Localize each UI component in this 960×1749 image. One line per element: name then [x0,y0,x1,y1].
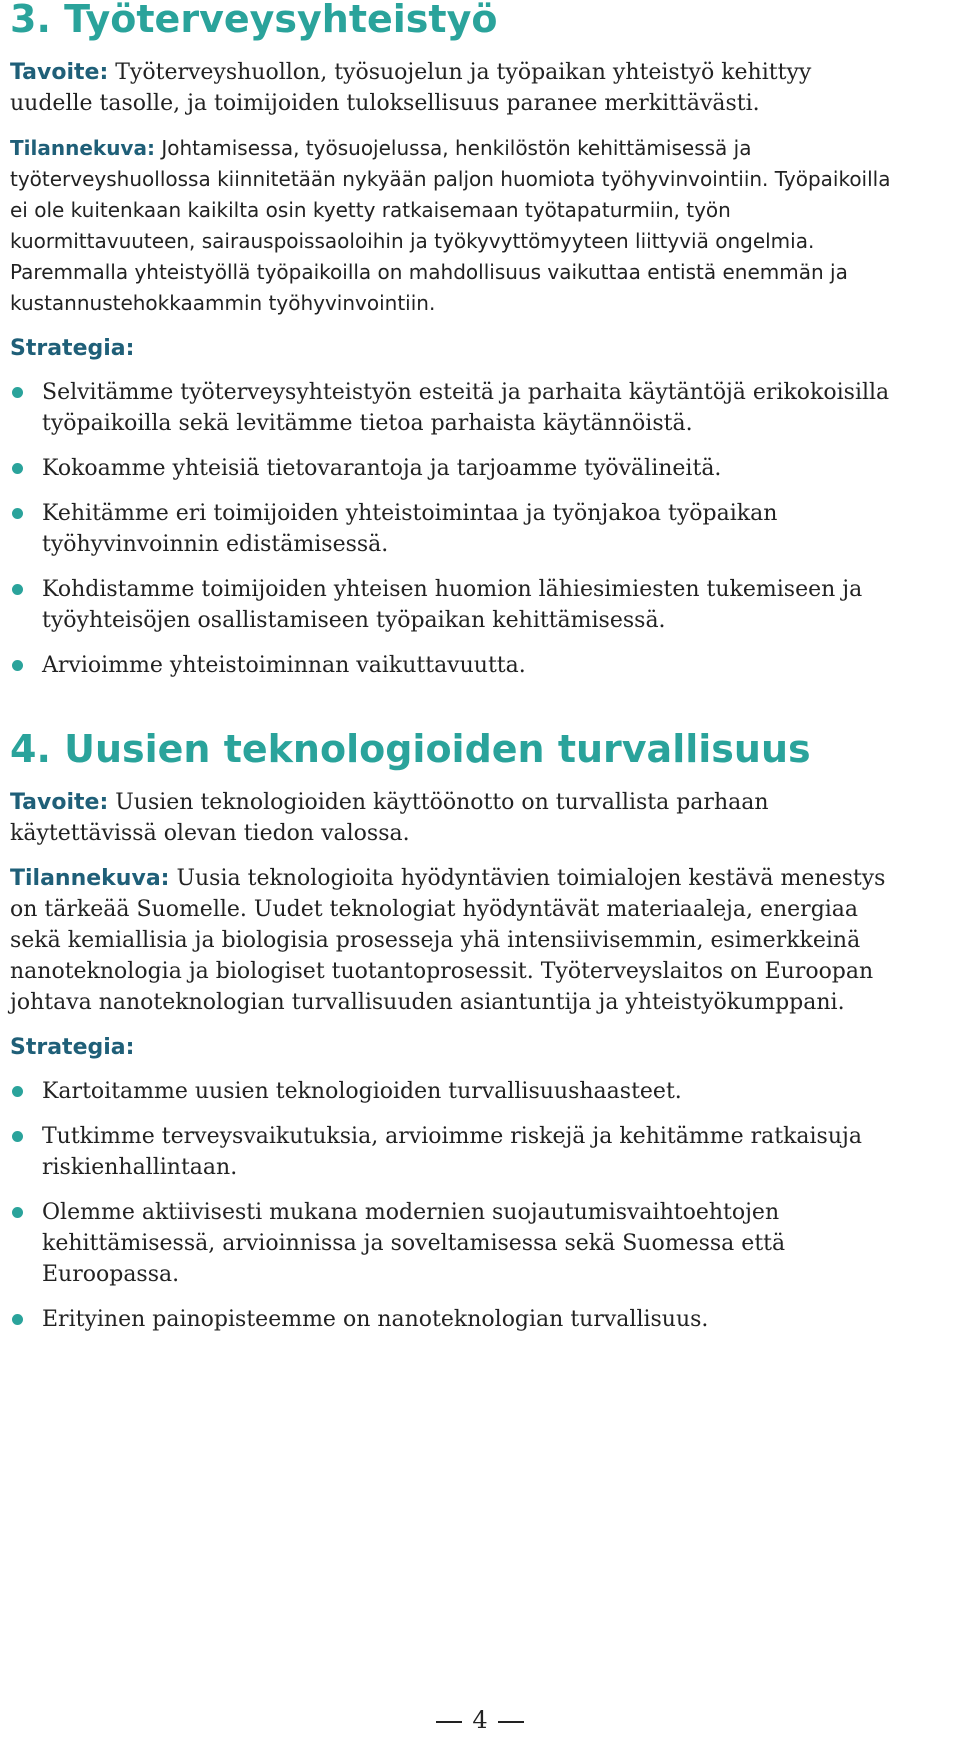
bullet-icon [12,463,23,474]
strategy-list [10,377,900,681]
section-tyoterveysyhteistyo [10,0,900,681]
situation-text: Johtamisessa, työsuojelussa, henkilöstön kehittämisessä ja työterveyshuollossa kiinnitetään nykyään paljon huomiota työhyvinvointiin. Työpaikoilla ei ole kuitenkaan kaikilta osin kyetty ratkaisemaan työtapaturmiin, työn kuormittavuuteen, sairauspoissaoloihin ja työkyvyttömyyteen liittyviä ongelmia. Paremmalla yhteistyöllä työpaikoilla on mahdollisuus vaikuttaa entistä enemmän ja kustannustehokkaammin työhyvinvointiin. [10,136,891,315]
strategy-item [10,1304,900,1335]
goal-text: Työterveyshuollon, työsuojelun ja työpaikan yhteistyö kehittyy uudelle tasolle, ja toimijoiden tuloksellisuus paranee merkittävästi. [10,60,812,116]
strategy-heading: Strategia: [10,336,135,361]
section-title: 3. Työterveysyhteistyö [10,0,498,41]
goal-label: Tavoite: [10,790,109,815]
goal-label: Tavoite: [10,60,109,85]
situation-text: Uusia teknologioita hyödyntävien toimialojen kestävä menestys on tärkeää Suomelle. Uudet teknologiat hyödyntävät materiaaleja, energiaa sekä kemiallisia ja biologisia prosesseja yhä intensiivisemmin, esimerkkeinä nanoteknologia ja biologiset tuotantoprosessit. Työterveyslaitos on Euroopan johtava nanoteknologian turvallisuuden asiantuntija ja yhteistyökumppani. [10,866,886,1015]
page-number-text: 4 [472,1706,488,1734]
strategy-text: Selvitämme työterveysyhteistyön esteitä ja parhaita käytäntöjä erikokoisilla työpaikoilla sekä levitämme tietoa parhaista käytännöistä. [42,380,890,436]
bullet-icon [12,1314,23,1325]
situation-label: Tilannekuva: [10,136,155,160]
bullet-icon [12,1086,23,1097]
strategy-heading: Strategia: [10,1035,135,1060]
section-title: 4. Uusien teknologioiden turvallisuus [10,727,811,771]
strategy-text: Olemme aktiivisesti mukana modernien suojautumisvaihtoehtojen kehittämisessä, arvioinnissa ja soveltamisessa sekä Suomessa että Euroopassa. [42,1200,786,1287]
strategy-text: Kohdistamme toimijoiden yhteisen huomion lähiesimiesten tukemiseen ja työyhteisöjen osallistamiseen työpaikan kehittämisessä. [42,577,863,633]
strategy-list [10,1076,900,1335]
situation-paragraph [10,133,900,319]
strategy-item [10,377,900,439]
strategy-item [10,1197,900,1290]
goal-paragraph [10,57,900,119]
strategy-text: Tutkimme terveysvaikutuksia, arvioimme riskejä ja kehitämme ratkaisuja riskienhallintaan. [42,1124,862,1180]
dash-left [436,1721,462,1723]
strategy-text: Erityinen painopisteemme on nanoteknologian turvallisuus. [42,1307,709,1332]
goal-text: Uusien teknologioiden käyttöönotto on turvallista parhaan käytettävissä olevan tiedon valossa. [10,790,769,846]
bullet-icon [12,584,23,595]
strategy-item [10,574,900,636]
section-uusien-teknologioiden-turvallisuus [10,729,900,1335]
situation-paragraph [10,863,900,1018]
strategy-item [10,453,900,484]
page-number [0,1705,960,1735]
strategy-text: Kokoamme yhteisiä tietovarantoja ja tarjoamme työvälineitä. [42,456,722,481]
bullet-icon [12,1207,23,1218]
strategy-item [10,650,900,681]
goal-paragraph [10,787,900,849]
bullet-icon [12,660,23,671]
document-page [10,0,900,1349]
strategy-text: Kartoitamme uusien teknologioiden turvallisuushaasteet. [42,1079,682,1104]
strategy-item [10,1121,900,1183]
bullet-icon [12,1131,23,1142]
strategy-text: Kehitämme eri toimijoiden yhteistoimintaa ja työnjakoa työpaikan työhyvinvoinnin edistämisessä. [42,501,778,557]
strategy-text: Arvioimme yhteistoiminnan vaikuttavuutta. [42,653,526,678]
bullet-icon [12,387,23,398]
bullet-icon [12,508,23,519]
strategy-item [10,1076,900,1107]
situation-label: Tilannekuva: [10,866,170,891]
dash-right [498,1721,524,1723]
strategy-item [10,498,900,560]
